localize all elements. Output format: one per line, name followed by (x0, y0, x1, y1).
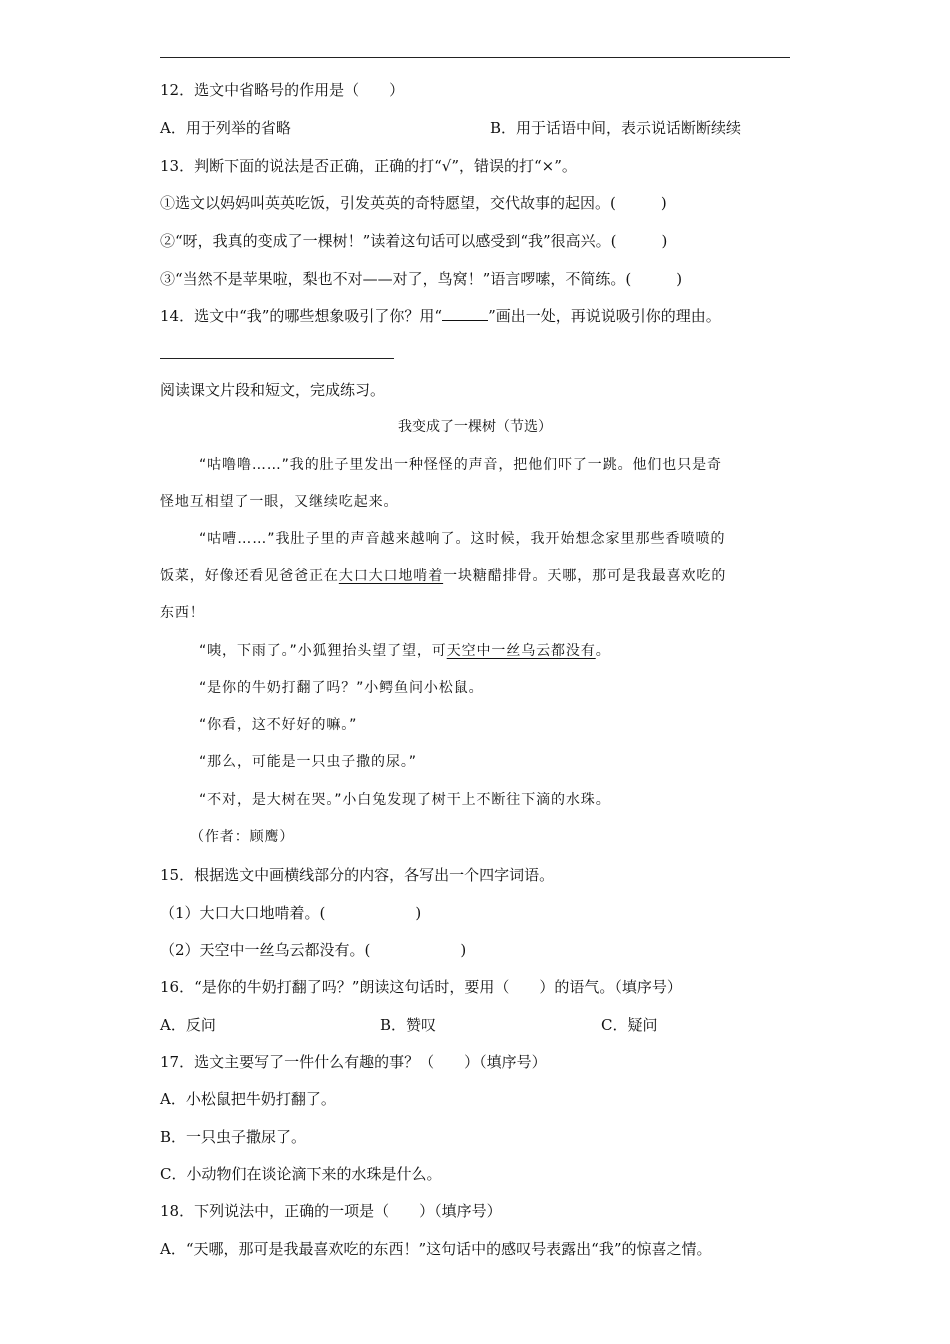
q16-option-c: C．疑问 (601, 1016, 658, 1034)
q17-option-c: C．小动物们在谈论滴下来的水珠是什么。 (160, 1165, 442, 1183)
q17-option-b: B．一只虫子撒尿了。 (160, 1128, 307, 1146)
q12-stem: 12．选文中省略号的作用是（ ） (160, 81, 405, 99)
passage-title: 我变成了一棵树（节选） (398, 419, 552, 435)
passage-para4: “是你的牛奶打翻了吗？”小鳄鱼问小松鼠。 (199, 680, 484, 696)
passage-para2-line2 (160, 566, 726, 586)
q17-option-a: A．小松鼠把牛奶打翻了。 (160, 1090, 336, 1108)
q14-stem-part1: 14．选文中“我”的哪些想象吸引了你？用“ (160, 307, 443, 325)
q17-stem: 17．选文主要写了一件什么有趣的事？（ ）（填序号） (160, 1053, 547, 1071)
passage-author: （作者：顾鹰） (190, 829, 295, 845)
passage-para3 (199, 641, 611, 661)
q18-stem: 18．下列说法中，正确的一项是（ ）（填序号） (160, 1202, 502, 1220)
q12-option-b: B．用于话语中间，表示说话断断续续 (490, 119, 742, 137)
q13-item-2: ②“呀，我真的变成了一棵树！”读着这句话可以感受到“我”很高兴。( ) (160, 232, 668, 250)
q13-stem: 13．判断下面的说法是否正确，正确的打“√”，错误的打“×”。 (160, 157, 577, 175)
passage-para5: “你看，这不好好的嘛。” (199, 717, 358, 733)
underline-blank (442, 306, 488, 321)
q14-stem-part2: ”画出一处，再说说吸引你的理由。 (488, 307, 721, 325)
q15-item-2: （2）天空中一丝乌云都没有。( ) (160, 941, 467, 959)
q16-stem: 16．“是你的牛奶打翻了吗？”朗读这句话时，要用（ ）的语气。（填序号） (160, 978, 682, 996)
passage-para2-line3: 东西！ (160, 605, 205, 621)
para2-text-pre: 饭菜，好像还看见爸爸正在 (160, 568, 339, 584)
q12-option-a: A．用于列举的省略 (160, 119, 291, 137)
passage-para1-line2: 怪地互相望了一眼，又继续吃起来。 (160, 494, 399, 510)
passage-para6: “那么，可能是一只虫子撒的尿。” (199, 754, 417, 770)
q16-option-b: B．赞叹 (380, 1016, 437, 1034)
q14-stem (160, 306, 721, 326)
passage-para7: “不对，是大树在哭。”小白兔发现了树干上不断往下滴的水珠。 (199, 792, 611, 808)
q15-item-1: （1）大口大口地啃着。( ) (160, 904, 422, 922)
para3-text-pre: “咦，下雨了。”小狐狸抬头望了望，可 (199, 643, 447, 659)
section-divider (160, 358, 394, 359)
q15-stem: 15．根据选文中画横线部分的内容，各写出一个四字词语。 (160, 866, 555, 884)
top-divider (160, 57, 790, 58)
reading-instruction: 阅读课文片段和短文，完成练习。 (160, 381, 386, 399)
para2-underlined-phrase: 大口大口地啃着 (338, 568, 444, 584)
q13-item-3: ③“当然不是苹果啦，梨也不对——对了，鸟窝！”语言啰嗦，不简练。( ) (160, 270, 683, 288)
q13-item-1: ①选文以妈妈叫英英吃饭，引发英英的奇特愿望，交代故事的起因。( ) (160, 194, 667, 212)
q16-option-a: A．反问 (160, 1016, 216, 1034)
q18-option-a: A．“天哪，那可是我最喜欢吃的东西！”这句话中的感叹号表露出“我”的惊喜之情。 (160, 1240, 712, 1258)
passage-para2-line1: “咕嘈……”我肚子里的声音越来越响了。这时候，我开始想念家里那些香喷喷的 (199, 531, 726, 547)
passage-para1-line1: “咕噜噜……”我的肚子里发出一种怪怪的声音，把他们吓了一跳。他们也只是奇 (199, 457, 722, 473)
para2-text-post: 一块糖醋排骨。天哪，那可是我最喜欢吃的 (443, 568, 727, 584)
para3-text-post: 。 (595, 643, 611, 659)
para3-underlined-phrase: 天空中一丝乌云都没有 (446, 643, 596, 659)
